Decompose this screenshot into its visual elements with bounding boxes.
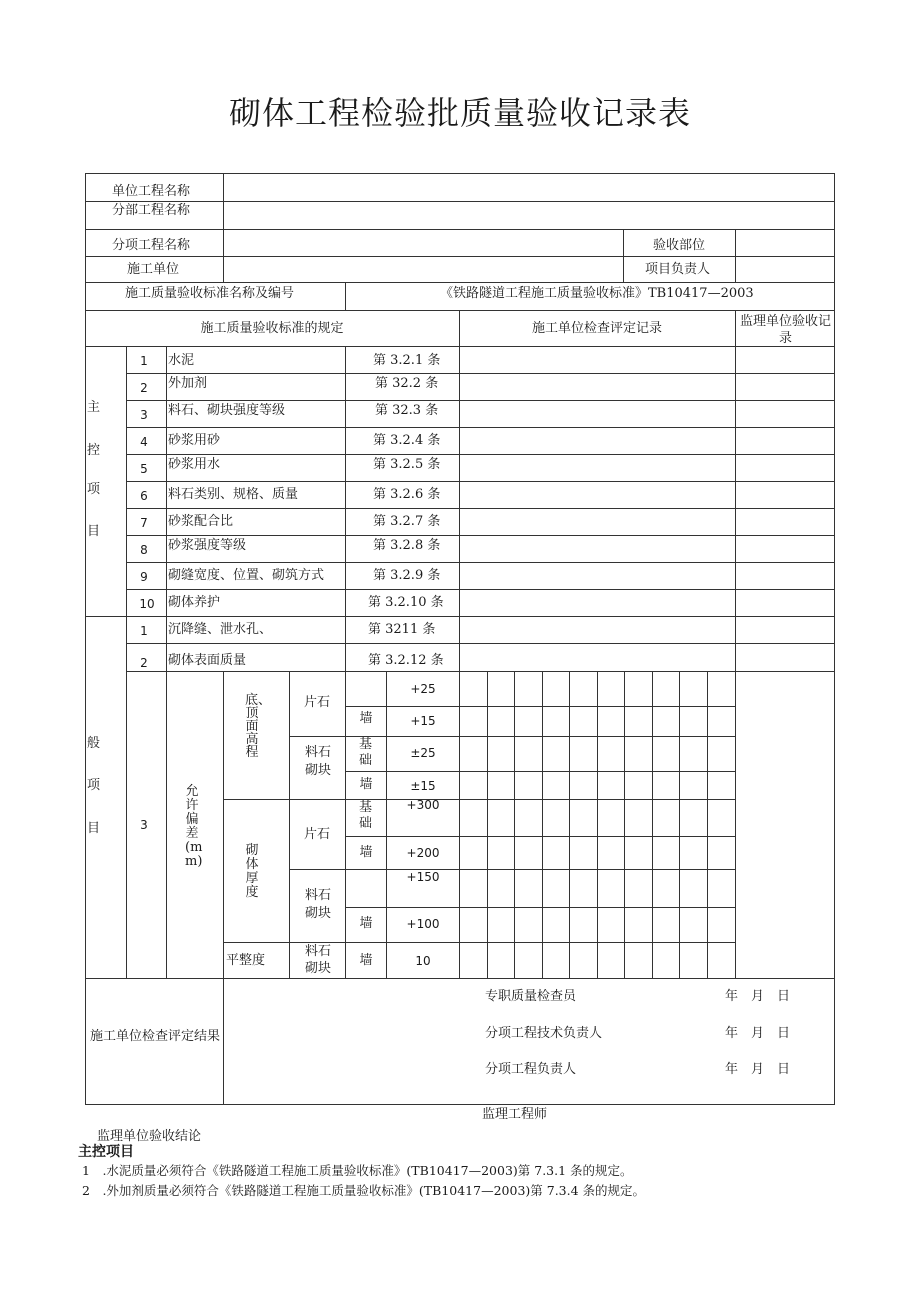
- wall-label: 墙: [359, 711, 373, 726]
- note-2: 2 .外加剂质量必须符合《铁路隧道工程施工质量验收标准》(TB10417—2003)第 7.3.4 条的规定。: [82, 1183, 646, 1198]
- acceptance-part-label: 验收部位: [653, 238, 706, 253]
- item-clause: 第 3.2.5 条: [373, 457, 441, 472]
- item-name: 料石、砌块强度等级: [168, 403, 286, 418]
- standard-value: 《铁路隧道工程施工质量验收标准》TB10417—2003: [440, 286, 754, 301]
- item-no: 4: [140, 435, 148, 449]
- item-no: 6: [140, 489, 148, 503]
- item-project-name-label: 分项工程名称: [112, 238, 191, 253]
- item-name: 砂浆强度等级: [168, 538, 247, 553]
- tolerance-value: ±15: [410, 779, 436, 793]
- tolerance-no: 3: [140, 818, 148, 832]
- item-clause: 第 3.2.10 条: [368, 595, 444, 610]
- wall-label: 墙: [359, 845, 373, 860]
- main-group-label-4: 目: [87, 524, 101, 539]
- supervisor-label: 监理工程师: [482, 1107, 548, 1122]
- tolerance-value: +25: [410, 682, 436, 696]
- item-clause: 第 3.2.12 条: [368, 653, 444, 668]
- item-no: 10: [139, 597, 155, 611]
- tolerance-label: 允许偏差(mm): [185, 784, 203, 869]
- conclusion-label: 监理单位验收结论: [97, 1129, 202, 1144]
- sub-project-name-label: 分部工程名称: [112, 203, 191, 218]
- item-no: 5: [140, 462, 148, 476]
- project-manager-label: 项目负责人: [645, 262, 711, 277]
- item-name: 砌体养护: [168, 595, 221, 610]
- main-group-label-1: 主: [87, 400, 101, 415]
- item-no: 8: [140, 543, 148, 557]
- item-no: 9: [140, 570, 148, 584]
- tech-lead-label: 分项工程技术负责人: [485, 1026, 603, 1041]
- item-name: 砂浆用砂: [168, 433, 221, 448]
- item-no: 3: [140, 408, 148, 422]
- wall-label: 墙: [359, 953, 373, 968]
- rubble-label: 片石: [303, 827, 331, 842]
- item-no: 2: [140, 656, 148, 670]
- block-label: 料石砌块: [304, 888, 331, 921]
- item-name: 外加剂: [168, 376, 208, 391]
- item-name: 砂浆用水: [168, 457, 221, 472]
- construction-unit-label: 施工单位: [127, 262, 180, 277]
- foundation-label: 基础: [359, 737, 373, 768]
- spec-column-header: 施工质量验收标准的规定: [200, 321, 344, 336]
- item-clause: 第 3.2.7 条: [373, 514, 441, 529]
- main-group-label-2: 控: [87, 443, 101, 458]
- page-title: 砌体工程检验批质量验收记录表: [228, 94, 691, 132]
- tolerance-value: +150: [406, 870, 440, 884]
- rubble-label: 片石: [303, 695, 331, 710]
- item-clause: 第 3211 条: [368, 622, 436, 637]
- item-no: 2: [140, 381, 148, 395]
- item-name: 砌缝宽度、位置、砌筑方式: [168, 568, 325, 583]
- inspector-date: 年 月 日: [725, 989, 791, 1004]
- wall-label: 墙: [359, 916, 373, 931]
- block-label: 料石砌块: [304, 944, 331, 976]
- foundation-label: 基础: [359, 800, 373, 831]
- item-clause: 第 3.2.6 条: [373, 487, 441, 502]
- item-clause: 第 3.2.4 条: [373, 433, 441, 448]
- wall-label: 墙: [359, 777, 373, 792]
- thickness-label: 砌体厚度: [245, 843, 259, 900]
- tolerance-value: +15: [410, 714, 436, 728]
- section-heading: 主控项目: [78, 1144, 134, 1160]
- item-no: 7: [140, 516, 148, 530]
- tolerance-value: 10: [415, 954, 431, 968]
- tech-lead-date: 年 月 日: [725, 1026, 791, 1041]
- inspector-label: 专职质量检查员: [485, 989, 577, 1004]
- supervision-column-header: 监理单位验收记录: [739, 314, 831, 346]
- standard-label: 施工质量验收标准名称及编号: [125, 286, 295, 301]
- item-name: 水泥: [168, 353, 195, 368]
- block-label: 料石砌块: [304, 745, 331, 778]
- unit-project-name-label: 单位工程名称: [112, 184, 191, 199]
- item-name: 砂浆配合比: [168, 514, 234, 529]
- note-1: 1 .水泥质量必须符合《铁路隧道工程施工质量验收标准》(TB10417—2003)第 7.3.1 条的规定。: [82, 1163, 633, 1178]
- item-lead-date: 年 月 日: [725, 1062, 791, 1077]
- item-no: 1: [140, 624, 148, 638]
- item-name: 料石类别、规格、质量: [168, 487, 299, 502]
- tolerance-value: ±25: [410, 746, 436, 760]
- flatness-label: 平整度: [226, 953, 266, 968]
- item-clause: 第 32.2 条: [375, 376, 439, 391]
- general-group-label-1: 般: [87, 736, 101, 751]
- item-clause: 第 32.3 条: [375, 403, 439, 418]
- elevation-label: 底、顶面高程: [245, 693, 272, 760]
- item-lead-label: 分项工程负责人: [485, 1062, 577, 1077]
- check-column-header: 施工单位检查评定记录: [531, 321, 663, 336]
- item-name: 砌体表面质量: [168, 653, 247, 668]
- item-clause: 第 3.2.8 条: [373, 538, 441, 553]
- result-label: 施工单位检查评定结果: [90, 1029, 221, 1044]
- main-group-label-3: 项: [87, 482, 101, 497]
- item-clause: 第 3.2.9 条: [373, 568, 441, 583]
- item-clause: 第 3.2.1 条: [373, 353, 441, 368]
- tolerance-value: +100: [406, 917, 440, 931]
- general-group-label-2: 项: [87, 778, 101, 793]
- item-name: 沉降缝、泄水孔、: [168, 622, 273, 637]
- item-no: 1: [140, 354, 148, 368]
- tolerance-value: +200: [406, 846, 440, 860]
- tolerance-value: +300: [406, 798, 440, 812]
- general-group-label-3: 目: [87, 821, 101, 836]
